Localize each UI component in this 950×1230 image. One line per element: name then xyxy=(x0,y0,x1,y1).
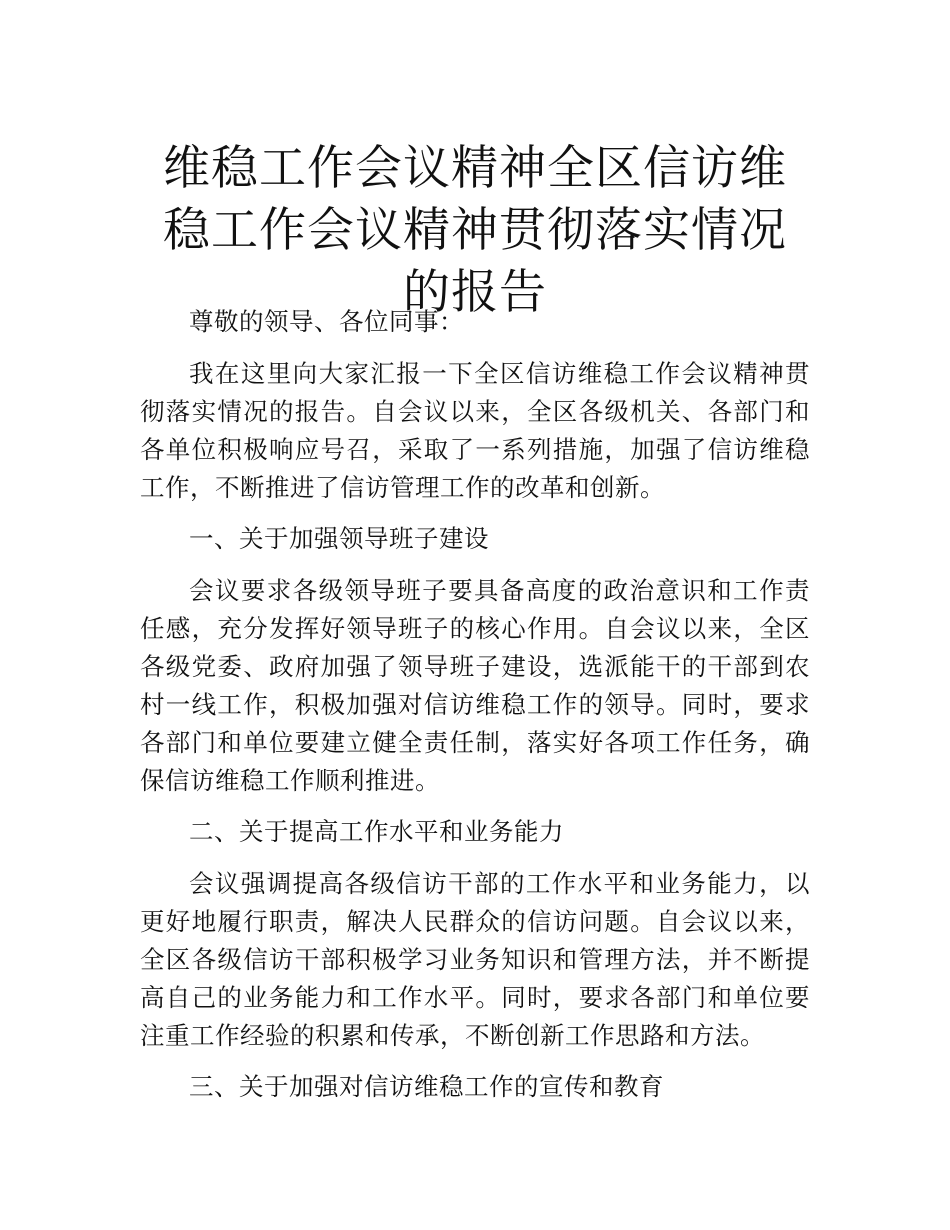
section-heading-1: 一、关于加强领导班子建设 xyxy=(189,524,489,553)
salutation: 尊敬的领导、各位同事： xyxy=(189,307,464,336)
section-heading-3: 三、关于加强对信访维稳工作的宣传和教育 xyxy=(189,1072,664,1101)
document-title: 维稳工作会议精神全区信访维稳工作会议精神贯彻落实情况的报告 xyxy=(163,141,787,320)
section-body-1: 会议要求各级领导班子要具备高度的政治意识和工作责任感，充分发挥好领导班子的核心作用。自会议以来，全区各级党委、政府加强了领导班子建设，选派能干的干部到农村一线工作，积极加强对信访维稳工作的领导。同时，要求各部门和单位要建立健全责任制，落实好各项工作任务，确保信访维稳工作顺利推进。 xyxy=(140,576,810,795)
section-body-2: 会议强调提高各级信访干部的工作水平和业务能力，以更好地履行职责，解决人民群众的信访问题。自会议以来，全区各级信访干部积极学习业务知识和管理方法，并不断提高自己的业务能力和工作水平。同时，要求各部门和单位要注重工作经验的积累和传承，不断创新工作思路和方法。 xyxy=(140,869,810,1050)
document-body xyxy=(140,303,810,1120)
section-heading-2: 二、关于提高工作水平和业务能力 xyxy=(189,817,564,846)
intro-paragraph: 我在这里向大家汇报一下全区信访维稳工作会议精神贯彻落实情况的报告。自会议以来，全区各级机关、各部门和各单位积极响应号召，采取了一系列措施，加强了信访维稳工作，不断推进了信访管理工作的改革和创新。 xyxy=(140,359,810,502)
